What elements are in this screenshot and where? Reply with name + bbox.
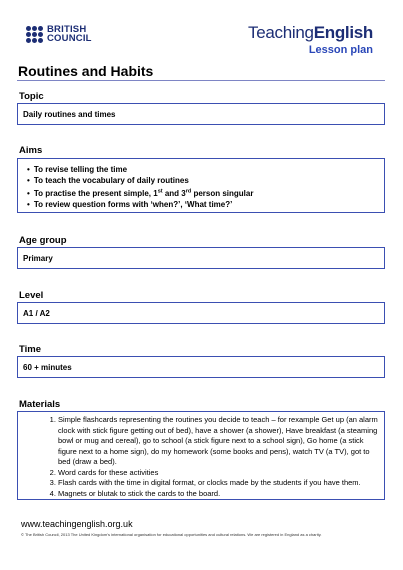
logo-line-1: BRITISH	[47, 24, 87, 35]
age-group-value: Primary	[23, 253, 53, 263]
material-item: 4. Magnets or blutak to stick the cards to the board.	[58, 489, 378, 500]
british-council-logo	[26, 25, 92, 43]
brand-title	[248, 24, 373, 42]
topic-value: Daily routines and times	[23, 109, 116, 119]
logo-text	[47, 25, 92, 43]
time-value: 60 + minutes	[23, 362, 72, 372]
aim-item	[27, 186, 384, 199]
time-label: Time	[19, 344, 42, 355]
materials-list	[18, 412, 384, 499]
level-value: A1 / A2	[23, 308, 50, 318]
aim-item: • To revise telling the time	[27, 164, 384, 175]
level-box	[17, 302, 385, 324]
topic-label: Topic	[19, 91, 44, 102]
level-label: Level	[19, 290, 44, 301]
teachingenglish-brand	[248, 24, 373, 56]
age-group-label: Age group	[19, 235, 67, 246]
material-item: 2. Word cards for these activities	[58, 468, 378, 479]
material-item: 3. Flash cards with the time in digital format, or clocks made by the students if you have them.	[58, 478, 378, 489]
footer-copyright: © The British Council, 2013 The United Kingdom’s international organisation for educational opportunities and cultural relations. We are registered in England as a charity.	[21, 532, 322, 537]
aim-item-text: To practise the present simple, 1st and 3rd person singular	[33, 188, 254, 198]
page-title: Routines and Habits	[18, 63, 154, 79]
logo-dots-icon	[26, 26, 43, 43]
materials-box	[17, 411, 385, 500]
materials-label: Materials	[19, 399, 61, 410]
time-box	[17, 356, 385, 378]
aim-item: • To teach the vocabulary of daily routines	[27, 175, 384, 186]
aims-label: Aims	[19, 145, 43, 156]
footer-url[interactable]: www.teachingenglish.org.uk	[21, 519, 133, 529]
topic-box	[17, 103, 385, 125]
age-group-box	[17, 247, 385, 269]
material-item: 1. Simple flashcards representing the routines you decide to teach – for rexample Get up (an alarm clock with stick figure getting out of bed), have a shower (a shower), Have breakfast (a steaming bowl or mug and cereal), go to school (a stick figure next to a school sign), Go home (a stick figure next to a home sign), do my homework (some books and pens), watch TV (a TV), got to bed (draw a bed).	[58, 415, 378, 468]
brand-bold: English	[313, 23, 373, 42]
aims-list	[18, 159, 384, 210]
logo-line-2: COUNCIL	[47, 33, 92, 44]
brand-light: Teaching	[248, 23, 314, 42]
lesson-plan-subtitle: Lesson plan	[308, 44, 373, 56]
aims-box	[17, 158, 385, 213]
aim-item: • To review question forms with ‘when?’, ‘What time?’	[27, 199, 384, 210]
title-divider	[17, 80, 385, 81]
